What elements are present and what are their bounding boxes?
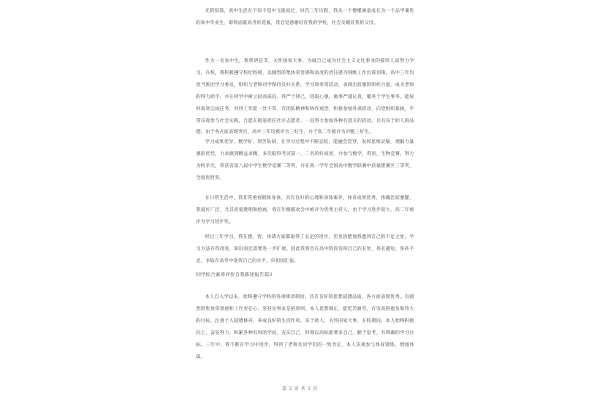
section-heading: 同学综合素养评价自我陈述报告篇3 <box>196 273 273 278</box>
paragraph-1: 光阴似箭，高中生活在不知不觉中飞逝而过，回首三年历程，我从一个懵懂顽童成长为一个品学兼优的高中毕业生，即将面临高考的选拔，我自觉感谢培育我的学校，社会及哺育我的父母。 <box>196 9 414 26</box>
paragraph-2: 作为一名高中生，我明辨是非，关怀国家大事，为做自己成为社会主义文化事业的接班人而努力学习。在校，我积极遵守校纪校规，以刚烈的集体荣誉感和高度的责任感为班级工作出谋划策。高中三年均担当班团学习委员，组织与老师同学保持良好关系，学习效率常活动，表现出较强的组织力量，成为老师的得力助手，并在同学中树立较高威信。我严于律己，进取心强，做事严谨认真，服务于学生事务，能按时高效完成任务，对待工作能一丝不苟，有团队精神和协作观念，积极参加各项活动，向党组织靠拢，平常乐观参与社会实践，自愿在街道担任社区志愿者，一直努力参加各种有意义的活动，具有乐于助人的品德，由于各方面表现突出，高中三年均被评为三好生，并于高二年被评为市级三好生。 <box>196 59 414 136</box>
paragraph-3: 学习成果优异，数学好，刻苦钻研，在学习过程中不断总结，能融会贯穿，发挥思维灵敏，理解力量强的优势，力求做到精益求精，多次取得考试第一，二名的好成果，并参与数学，英语，生物竞赛，努力为校争光，荣获省第八届中学生数学竞赛二等奖，并在高一学年全国高中数学联赛中获福建赛区三等奖，全国优胜奖。 <box>196 140 414 181</box>
paragraph-6: 本人自入学以来，始终遵守学校的各项规章制度，具有良好的思想道德品质，各方面表现优秀。有剧烈的集体荣誉感和工作责任心，坚持实事求是的原则。本人思想端正，能吃苦耐劳，有崇高的抱负和伟大的目标，注重个人道德修养，养成良好的生活作风，乐于助人，关怀国家大事。在校期间，本人始终积极向上，奋发努力，积累各种有用的学问，充实自己，时刻以高标准要求自己，勤于思考，有明确的学习目标。三年中，我不断在学习中进步，得到了老师及同学们的一致肯定，本人乐观参与体育锻炼，增强体质。 <box>196 295 414 360</box>
paragraph-4: 在日常生活中，我非常重视锻炼身体，具有良好的心理和身体素养，体育成果优秀，体魄比较强健，我爱好广泛，尤其喜爱歌唱和绘画，曾在年级联欢会中被评为优秀主持人，由于学习进步较大，高二年被评为学习进步奖。 <box>196 196 414 225</box>
paragraph-5: 经过三年学习，我在德，智，体诸方面都取得了长足的进步，但也清楚地熟悉到自己的不足之处，学习方法有待改进，知识面还需要进一步扩展。因此我将会在高中阶段发挥自己的长处，扬长避短，弥补不足，争取在高考中发挥自己的水平，向祖国汇报。 <box>196 235 414 264</box>
page-footer: 第 2 页 共 3 页 <box>282 387 318 392</box>
